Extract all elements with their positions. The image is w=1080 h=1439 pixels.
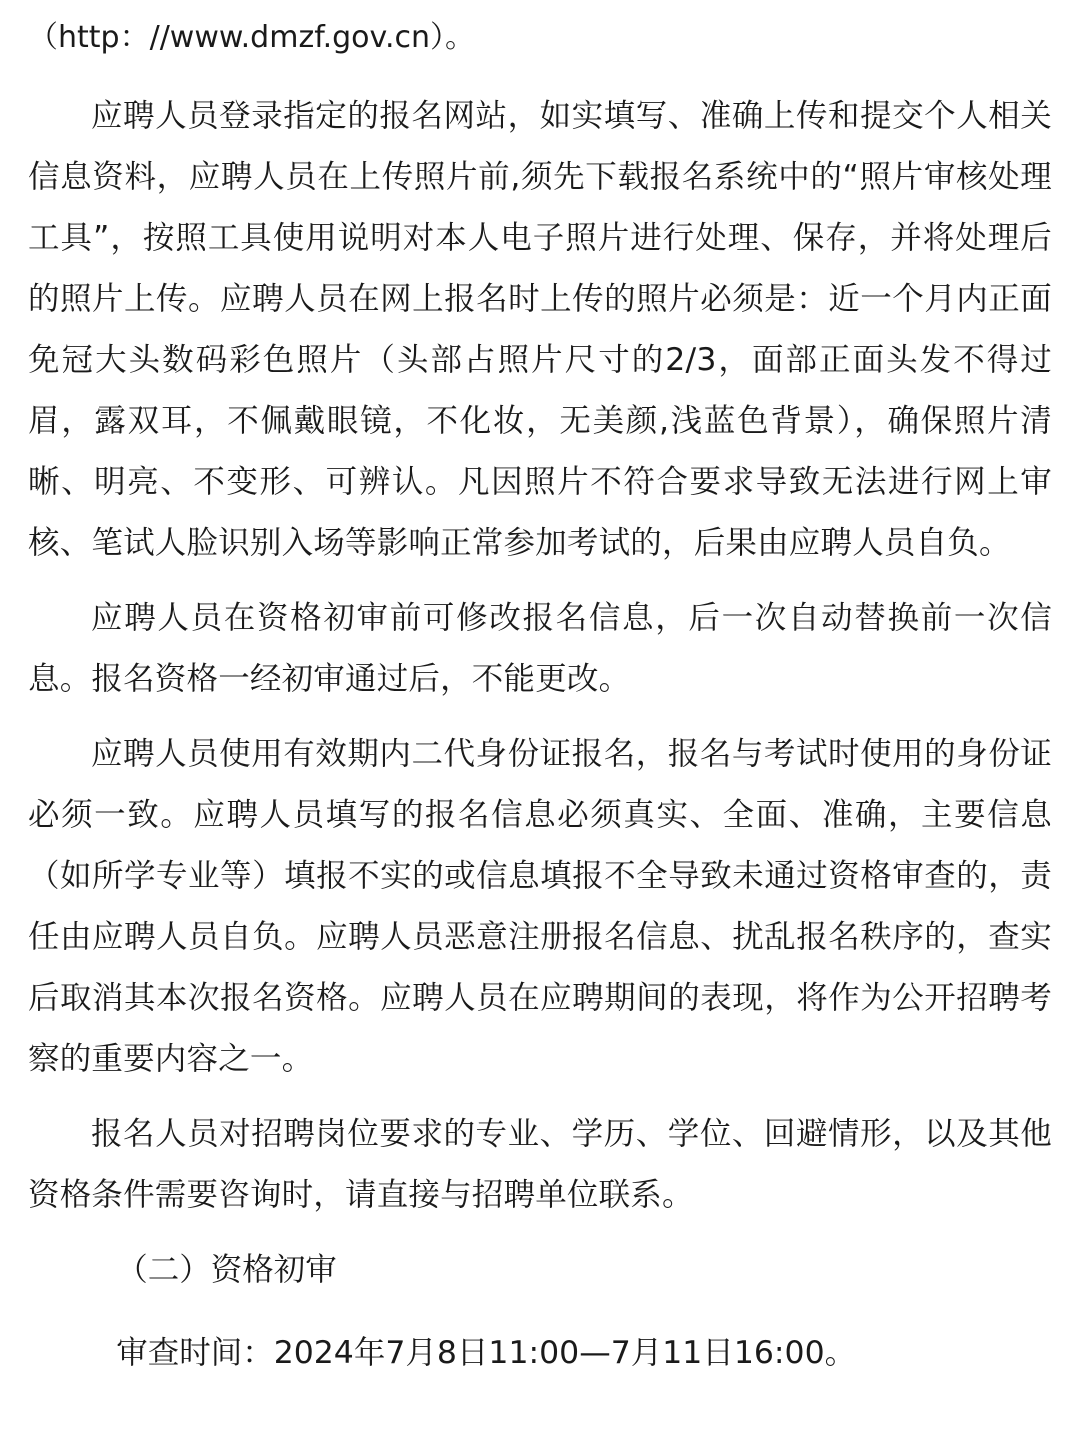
review-time: 审查时间：2024年7月8日11:00—7月11日16:00。 xyxy=(116,1335,857,1371)
url-line: （http：//www.dmzf.gov.cn）。 xyxy=(28,20,475,55)
section-heading: （二）资格初审 xyxy=(116,1252,337,1288)
paragraph-modify-info: 应聘人员在资格初审前可修改报名信息，后一次自动替换前一次信息。报名资格一经初审通过后，不能更改。 xyxy=(28,600,1052,697)
paragraph-id-card: 应聘人员使用有效期内二代身份证报名，报名与考试时使用的身份证必须一致。应聘人员填写的报名信息必须真实、全面、准确，主要信息（如所学专业等）填报不实的或信息填报不全导致未通过资格审查的，责任由应聘人员自负。应聘人员恶意注册报名信息、扰乱报名秩序的，查实后取消其本次报名资格。应聘人员在应聘期间的表现，将作为公开招聘考察的重要内容之一。 xyxy=(28,736,1052,1077)
paragraph-contact: 报名人员对招聘岗位要求的专业、学历、学位、回避情形，以及其他资格条件需要咨询时，请直接与招聘单位联系。 xyxy=(28,1116,1052,1213)
paragraph-photo-upload: 应聘人员登录指定的报名网站，如实填写、准确上传和提交个人相关信息资料，应聘人员在上传照片前,须先下载报名系统中的“照片审核处理工具”，按照工具使用说明对本人电子照片进行处理、保存，并将处理后的照片上传。应聘人员在网上报名时上传的照片必须是：近一个月内正面免冠大头数码彩色照片（头部占照片尺寸的2/3，面部正面头发不得过眉，露双耳，不佩戴眼镜，不化妆，无美颜,浅蓝色背景），确保照片清晰、明亮、不变形、可辨认。凡因照片不符合要求导致无法进行网上审核、笔试人脸识别入场等影响正常参加考试的，后果由应聘人员自负。 xyxy=(28,98,1052,561)
